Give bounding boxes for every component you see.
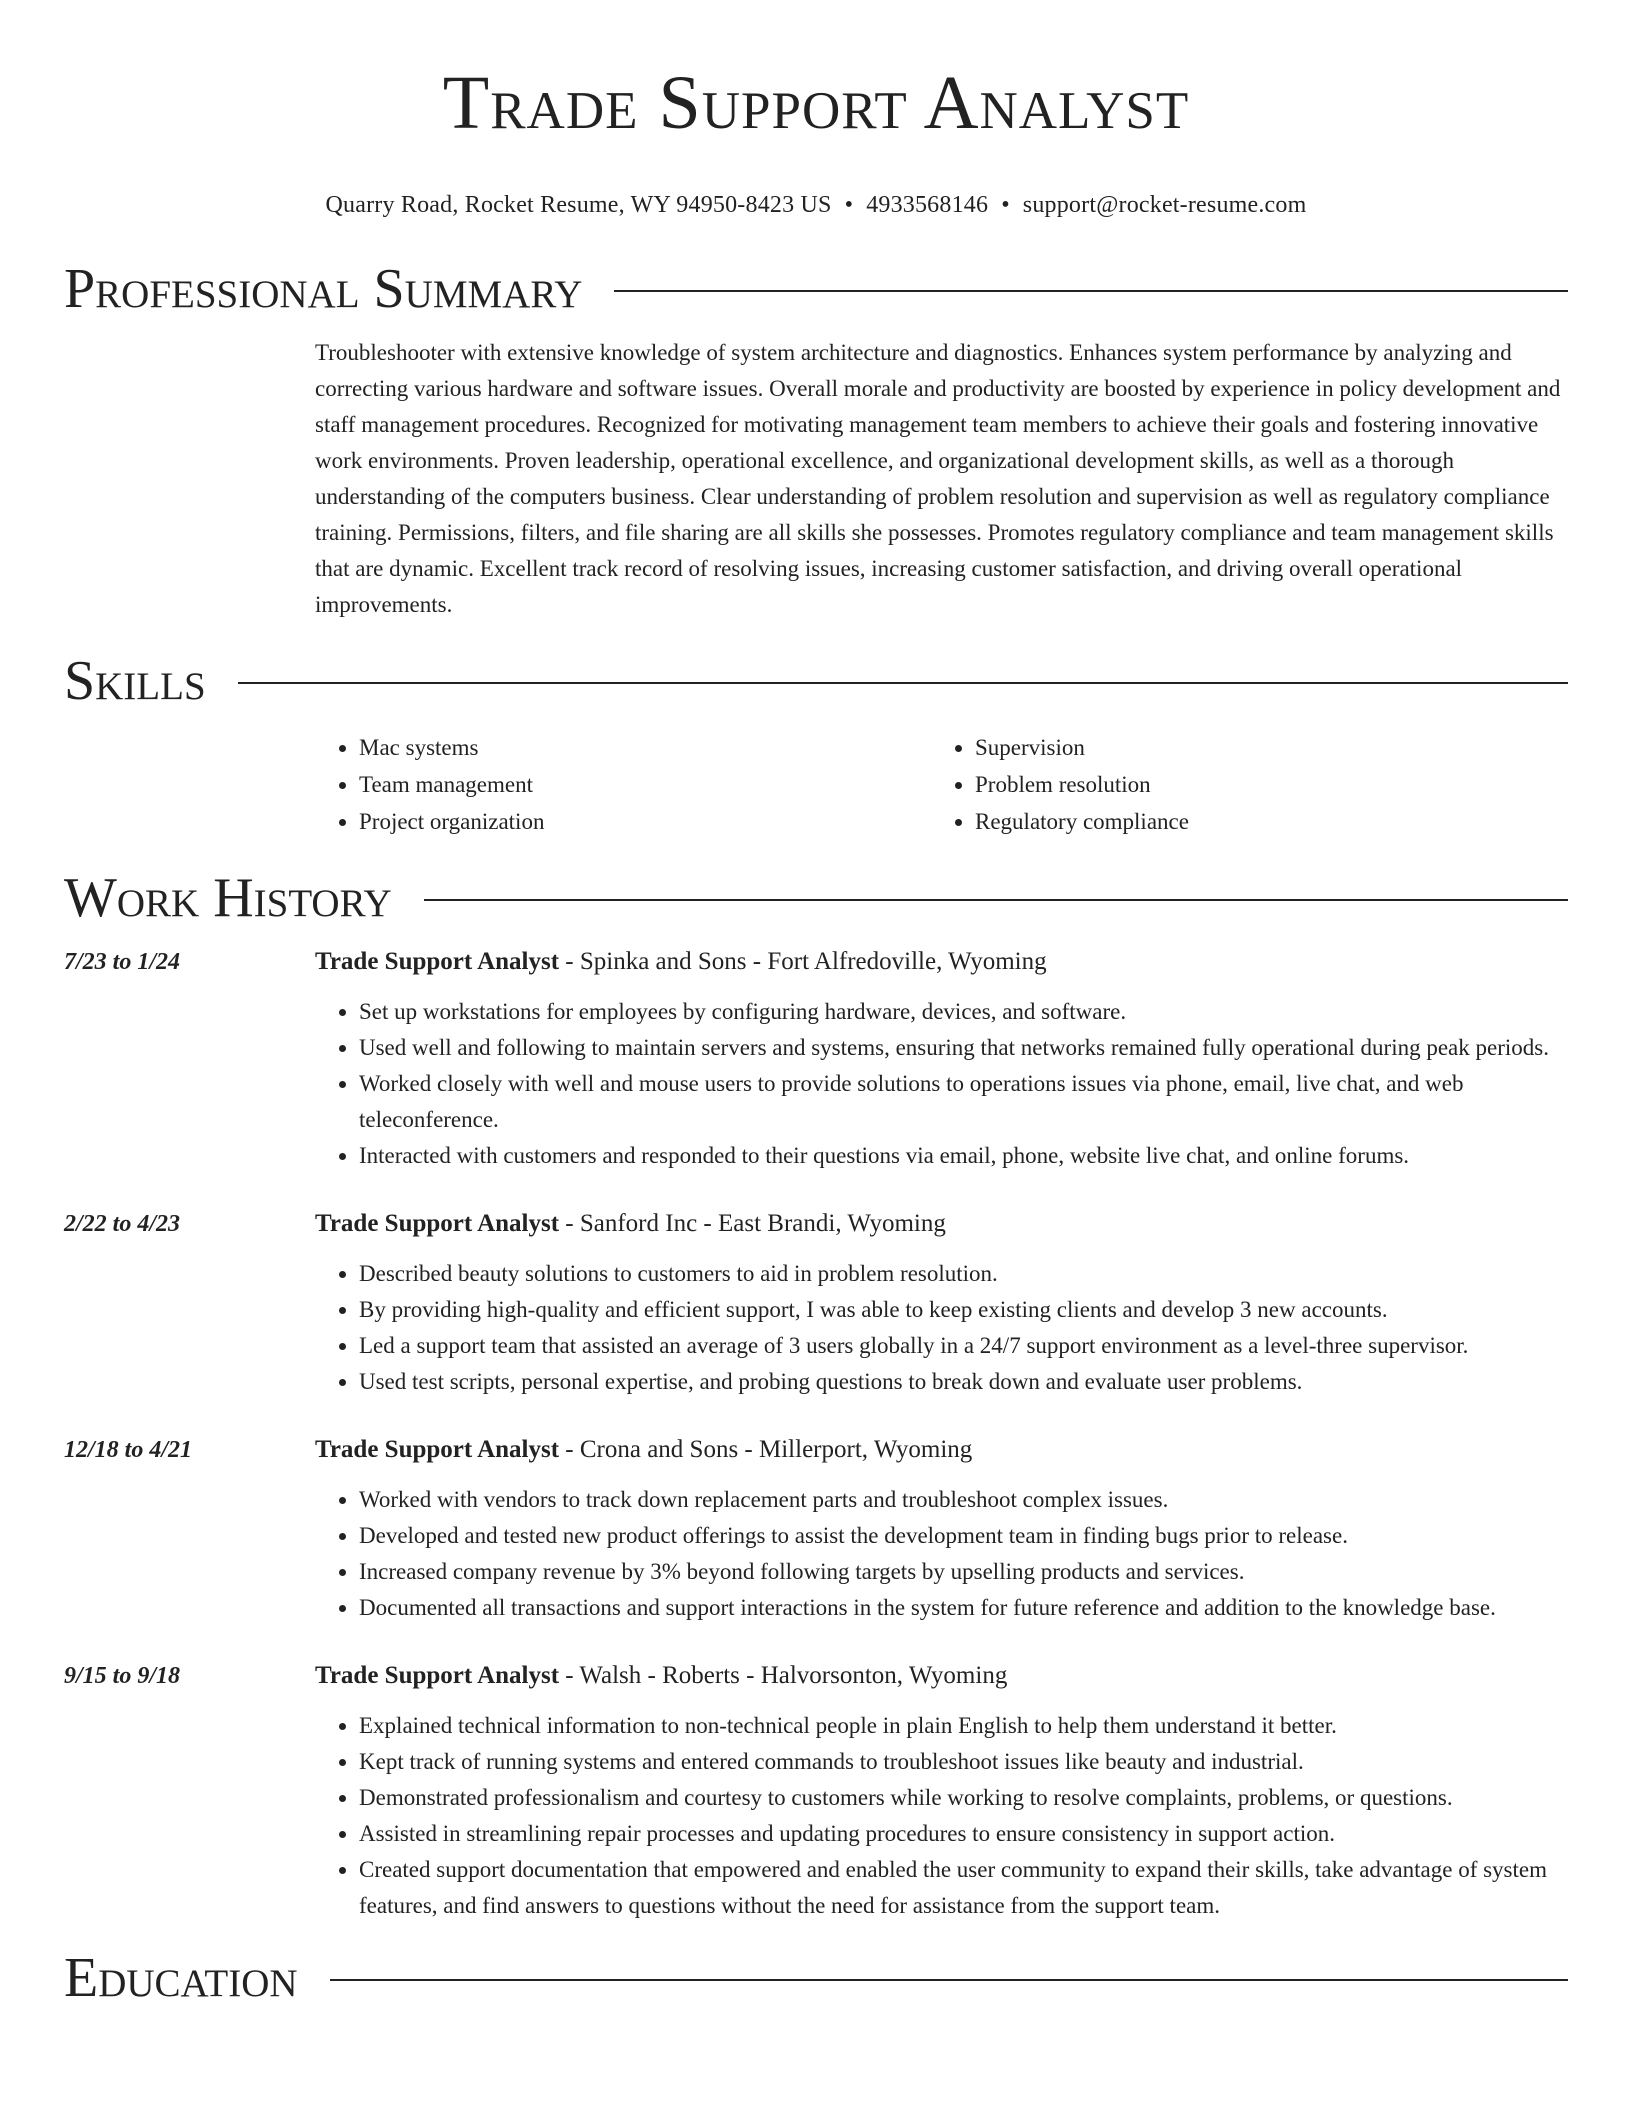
contact-line: [64, 190, 1568, 220]
email[interactable]: support@rocket-resume.com: [1022, 192, 1307, 218]
job-bullets: [315, 994, 1568, 1174]
address: Quarry Road, Rocket Resume, WY 94950-8423 US: [325, 192, 832, 218]
skill-item: • Project organization: [359, 803, 931, 840]
job-employer: - Spinka and Sons - Fort Alfredoville, Wyoming: [559, 948, 1047, 975]
job-bullet: • Created support documentation that empowered and enabled the user community to expand their skills, take advantage of system features, and find answers to questions without the need for assistance from the support team.: [359, 1852, 1568, 1924]
job-dates: 9/15 to 9/18: [64, 1663, 181, 1689]
job-title-line: [315, 944, 1047, 980]
skill-item: • Supervision: [975, 729, 1568, 766]
separator: •: [1001, 192, 1010, 218]
job-bullets: [315, 1256, 1568, 1400]
job-title-line: [315, 1658, 1007, 1694]
work-section-header: [64, 866, 1568, 930]
job-bullet: • Documented all transactions and support interactions in the system for future reference and addition to the knowledge base.: [359, 1590, 1568, 1626]
skills-section-header: [64, 649, 1568, 713]
skills-list: [315, 729, 1568, 840]
job-bullet: • Described beauty solutions to customers to aid in problem resolution.: [359, 1256, 1568, 1292]
job-bullet: • Set up workstations for employees by configuring hardware, devices, and software.: [359, 994, 1568, 1030]
section-title-skills: Skills: [64, 650, 206, 712]
job-employer: - Sanford Inc - East Brandi, Wyoming: [559, 1210, 946, 1237]
job-title-line: [315, 1206, 946, 1242]
job-entry: [64, 1658, 1568, 1924]
job-bullet: • Kept track of running systems and entered commands to troubleshoot issues like beauty and industrial.: [359, 1744, 1568, 1780]
job-title: Trade Support Analyst: [315, 948, 560, 975]
candidate-name: Trade Support Analyst: [442, 61, 1190, 145]
job-bullet: • Interacted with customers and responded to their questions via email, phone, website live chat, and online forums.: [359, 1138, 1568, 1174]
section-title-education: Education: [64, 1947, 298, 2009]
education-section-header: [64, 1946, 1568, 2010]
summary-text: Troubleshooter with extensive knowledge of system architecture and diagnostics. Enhances system performance by analyzing and correcting various hardware and software issues. Overall morale and productivity are boosted by experience in policy development and staff management procedures. Recognized for motivating management team members to achieve their goals and fostering innovative work environments. Proven leadership, operational excellence, and organizational development skills, as well as a thorough understanding of the computers business. Clear understanding of problem resolution and supervision as well as regulatory compliance training. Permissions, filters, and file sharing are all skills she possesses. Promotes regulatory compliance and team management skills that are dynamic. Excellent track record of resolving issues, increasing customer satisfaction, and driving overall operational improvements.: [315, 340, 1561, 617]
skill-item: • Team management: [359, 766, 931, 803]
summary-section-header: [64, 257, 1568, 321]
job-header: [64, 1432, 1568, 1468]
job-bullet: • Led a support team that assisted an average of 3 users globally in a 24/7 support environment as a level-three supervisor.: [359, 1328, 1568, 1364]
skill-item: • Problem resolution: [975, 766, 1568, 803]
job-bullets: [315, 1482, 1568, 1626]
job-header: [64, 1206, 1568, 1242]
section-divider: [424, 899, 1568, 901]
job-employer: - Walsh - Roberts - Halvorsonton, Wyoming: [559, 1662, 1008, 1689]
job-entry: [64, 944, 1568, 1174]
job-bullet: • Increased company revenue by 3% beyond following targets by upselling products and services.: [359, 1554, 1568, 1590]
job-bullet: • By providing high-quality and efficient support, I was able to keep existing clients and develop 3 new accounts.: [359, 1292, 1568, 1328]
job-dates: 2/22 to 4/23: [64, 1211, 181, 1237]
job-bullets: [315, 1708, 1568, 1924]
job-dates: 7/23 to 1/24: [64, 949, 181, 975]
job-title: Trade Support Analyst: [315, 1662, 560, 1689]
job-bullet: • Used test scripts, personal expertise, and probing questions to break down and evaluate user problems.: [359, 1364, 1568, 1400]
job-title: Trade Support Analyst: [315, 1436, 560, 1463]
skill-item: • Mac systems: [359, 729, 931, 766]
job-bullet: • Used well and following to maintain servers and systems, ensuring that networks remained fully operational during peak periods.: [359, 1030, 1568, 1066]
separator: •: [844, 192, 854, 218]
job-header: [64, 944, 1568, 980]
job-entry: [64, 1206, 1568, 1400]
section-divider: [238, 682, 1568, 684]
job-bullet: • Explained technical information to non-technical people in plain English to help them understand it better.: [359, 1708, 1568, 1744]
job-bullet: • Demonstrated professionalism and courtesy to customers while working to resolve complaints, problems, or questions.: [359, 1780, 1568, 1816]
skills-column-left: [315, 729, 931, 840]
summary-section: [315, 335, 1568, 623]
job-employer: - Crona and Sons - Millerport, Wyoming: [559, 1436, 973, 1463]
skills-column-right: [931, 729, 1568, 840]
job-header: [64, 1658, 1568, 1694]
job-bullet: • Worked with vendors to track down replacement parts and troubleshoot complex issues.: [359, 1482, 1568, 1518]
job-bullet: • Worked closely with well and mouse users to provide solutions to operations issues via phone, email, live chat, and web teleconference.: [359, 1066, 1568, 1138]
section-divider: [330, 1979, 1568, 1981]
job-bullet: • Developed and tested new product offerings to assist the development team in finding bugs prior to release.: [359, 1518, 1568, 1554]
skill-item: • Regulatory compliance: [975, 803, 1568, 840]
section-divider: [614, 290, 1568, 292]
job-title-line: [315, 1432, 972, 1468]
phone: 4933568146: [866, 192, 989, 218]
job-bullet: • Assisted in streamlining repair processes and updating procedures to ensure consistency in support action.: [359, 1816, 1568, 1852]
section-title-summary: Professional Summary: [64, 258, 583, 320]
section-title-work: Work History: [64, 867, 392, 929]
job-entry: [64, 1432, 1568, 1626]
job-dates: 12/18 to 4/21: [64, 1437, 193, 1463]
job-title: Trade Support Analyst: [315, 1210, 560, 1237]
